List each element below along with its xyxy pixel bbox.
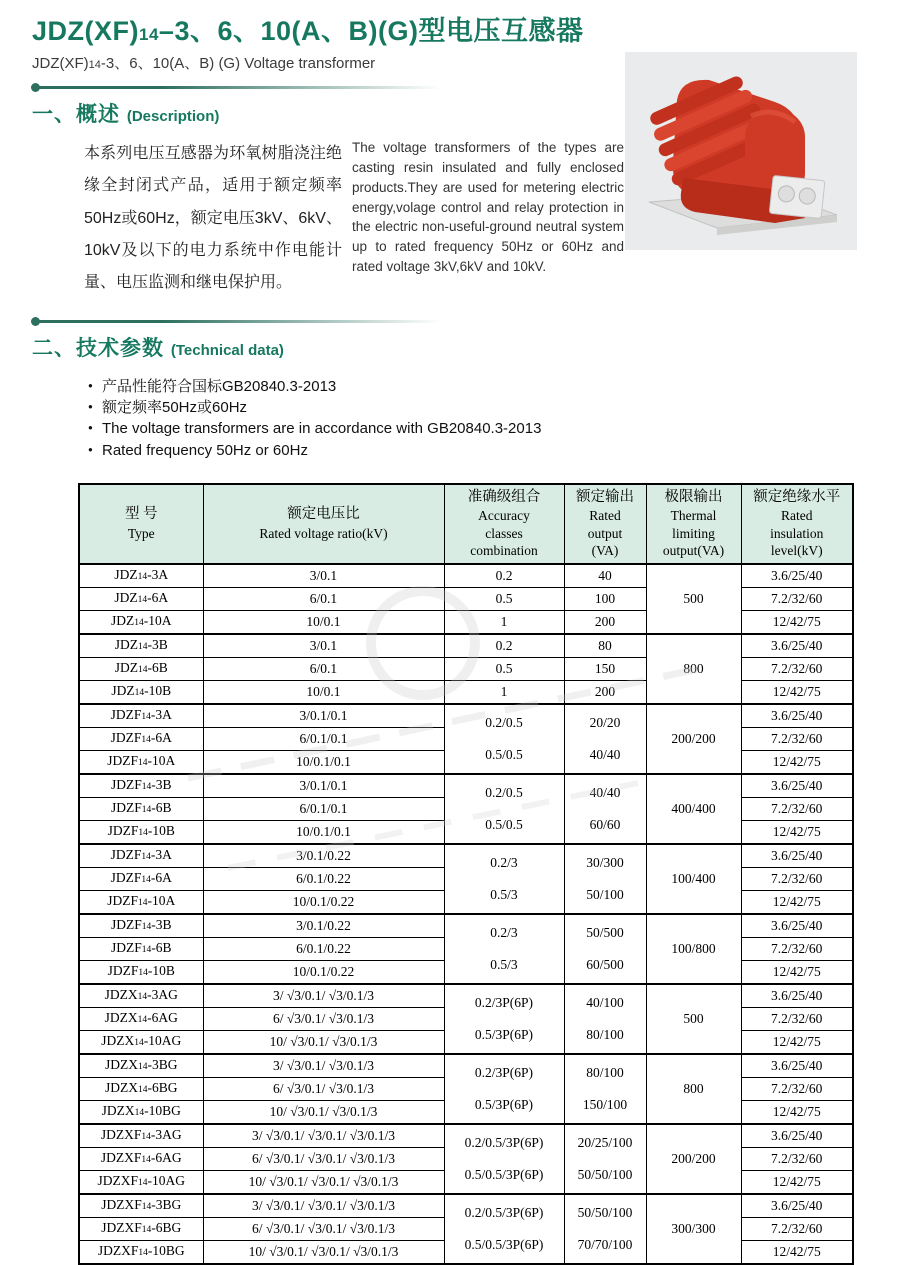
bullet-item: ● The voltage transformers are in accordance with GB20840.3-2013	[88, 418, 868, 439]
cell-insulation: 7.2/32/60	[741, 867, 853, 890]
cell-ratio: 3/0.1	[203, 634, 444, 658]
cell-type: JDZF14-3A	[79, 844, 203, 868]
divider-dot-icon	[31, 83, 40, 92]
cell-ratio: 10/ √3/0.1/ √3/0.1/ √3/0.1/3	[203, 1170, 444, 1194]
bullet-item: ● 额定频率50Hz或60Hz	[88, 397, 868, 418]
spec-table-wrap	[78, 483, 868, 1265]
cell-ratio: 6/ √3/0.1/ √3/0.1/3	[203, 1077, 444, 1100]
cell-output: 40/40 60/60	[564, 774, 646, 844]
cell-insulation: 12/42/75	[741, 1030, 853, 1054]
cell-type: JDZX14-3AG	[79, 984, 203, 1008]
cell-insulation: 7.2/32/60	[741, 1217, 853, 1240]
cell-insulation: 3.6/25/40	[741, 634, 853, 658]
cell-accuracy: 0.5	[444, 587, 564, 610]
column-header: 准确级组合 Accuracy classes combination	[444, 484, 564, 564]
cell-thermal: 300/300	[646, 1194, 741, 1264]
cell-ratio: 6/0.1	[203, 657, 444, 680]
cell-ratio: 6/ √3/0.1/ √3/0.1/ √3/0.1/3	[203, 1147, 444, 1170]
description-english: The voltage transformers of the types are casting resin insulated and fully enclosed products.They are used for metering electric energy,volage control and relay protection in the electric non-useful-ground neutral system up to rated frequency 50Hz or 60Hz and rated voltage 3kV,6kV and 10kV.	[352, 140, 624, 275]
cell-thermal: 800	[646, 1054, 741, 1124]
cell-accuracy: 0.5	[444, 657, 564, 680]
cell-ratio: 3/ √3/0.1/ √3/0.1/3	[203, 984, 444, 1008]
cell-accuracy: 0.2/3P(6P) 0.5/3P(6P)	[444, 984, 564, 1054]
cell-ratio: 6/0.1	[203, 587, 444, 610]
cell-ratio: 3/0.1	[203, 564, 444, 588]
cell-thermal: 500	[646, 984, 741, 1054]
cell-type: JDZF14-10B	[79, 820, 203, 844]
spec-table	[78, 483, 854, 1265]
column-header: 额定输出 Rated output (VA)	[564, 484, 646, 564]
cell-output: 200	[564, 610, 646, 634]
cell-insulation: 12/42/75	[741, 890, 853, 914]
column-header: 型 号 Type	[79, 484, 203, 564]
cell-insulation: 3.6/25/40	[741, 1054, 853, 1078]
cell-thermal: 800	[646, 634, 741, 704]
cell-type: JDZF14-3B	[79, 774, 203, 798]
cell-accuracy: 0.2/3 0.5/3	[444, 844, 564, 914]
table-row	[79, 634, 853, 658]
cell-insulation: 7.2/32/60	[741, 1077, 853, 1100]
cell-type: JDZXF14-10AG	[79, 1170, 203, 1194]
cell-output: 40	[564, 564, 646, 588]
cell-type: JDZF14-3B	[79, 914, 203, 938]
cell-accuracy: 0.2/0.5 0.5/0.5	[444, 774, 564, 844]
section-divider	[32, 320, 462, 323]
cell-ratio: 10/0.1/0.22	[203, 960, 444, 984]
cell-type: JDZ14-3B	[79, 634, 203, 658]
column-header: 极限输出 Thermal limiting output(VA)	[646, 484, 741, 564]
cell-accuracy: 0.2	[444, 634, 564, 658]
cell-type: JDZX14-10AG	[79, 1030, 203, 1054]
cell-insulation: 3.6/25/40	[741, 984, 853, 1008]
section1-heading: 一、概述 (Description)	[32, 103, 220, 127]
cell-type: JDZF14-10A	[79, 890, 203, 914]
cell-ratio: 6/ √3/0.1/ √3/0.1/3	[203, 1007, 444, 1030]
cell-output: 30/300 50/100	[564, 844, 646, 914]
table-row	[79, 774, 853, 798]
cell-type: JDZF14-10A	[79, 750, 203, 774]
cell-accuracy: 1	[444, 610, 564, 634]
cell-ratio: 6/0.1/0.22	[203, 937, 444, 960]
cell-output: 50/50/100 70/70/100	[564, 1194, 646, 1264]
cell-insulation: 3.6/25/40	[741, 844, 853, 868]
cell-ratio: 3/0.1/0.22	[203, 914, 444, 938]
cell-type: JDZF14-6A	[79, 867, 203, 890]
cell-accuracy: 1	[444, 680, 564, 704]
cell-insulation: 7.2/32/60	[741, 1007, 853, 1030]
cell-insulation: 12/42/75	[741, 750, 853, 774]
cell-insulation: 12/42/75	[741, 1170, 853, 1194]
cell-insulation: 12/42/75	[741, 820, 853, 844]
table-row	[79, 844, 853, 868]
cell-ratio: 3/ √3/0.1/ √3/0.1/ √3/0.1/3	[203, 1194, 444, 1218]
cell-ratio: 10/ √3/0.1/ √3/0.1/ √3/0.1/3	[203, 1240, 444, 1264]
cell-output: 200	[564, 680, 646, 704]
cell-thermal: 400/400	[646, 774, 741, 844]
cell-ratio: 3/0.1/0.1	[203, 704, 444, 728]
cell-output: 100	[564, 587, 646, 610]
cell-accuracy: 0.2/0.5/3P(6P) 0.5/0.5/3P(6P)	[444, 1194, 564, 1264]
spec-table-body	[79, 564, 853, 1264]
cell-insulation: 3.6/25/40	[741, 774, 853, 798]
table-row	[79, 1054, 853, 1078]
cell-insulation: 3.6/25/40	[741, 704, 853, 728]
page-subtitle: JDZ(XF)14-3、6、10(A、B) (G) Voltage transformer	[32, 55, 376, 73]
table-row	[79, 914, 853, 938]
cell-type: JDZXF14-3AG	[79, 1124, 203, 1148]
cell-type: JDZX14-3BG	[79, 1054, 203, 1078]
cell-output: 80	[564, 634, 646, 658]
cell-thermal: 100/400	[646, 844, 741, 914]
column-header: 额定绝缘水平 Rated insulation level(kV)	[741, 484, 853, 564]
cell-ratio: 6/ √3/0.1/ √3/0.1/ √3/0.1/3	[203, 1217, 444, 1240]
cell-output: 50/500 60/500	[564, 914, 646, 984]
section2-heading: 二、技术参数 (Technical data)	[32, 336, 284, 360]
cell-insulation: 3.6/25/40	[741, 1194, 853, 1218]
spec-table-header	[79, 484, 853, 564]
table-row	[79, 1194, 853, 1218]
column-header: 额定电压比 Rated voltage ratio(kV)	[203, 484, 444, 564]
cell-ratio: 10/ √3/0.1/ √3/0.1/3	[203, 1030, 444, 1054]
table-row	[79, 564, 853, 588]
cell-type: JDZX14-10BG	[79, 1100, 203, 1124]
cell-ratio: 10/0.1/0.1	[203, 750, 444, 774]
cell-insulation: 12/42/75	[741, 610, 853, 634]
cell-insulation: 7.2/32/60	[741, 587, 853, 610]
voltage-transformer-image	[625, 52, 857, 250]
cell-output: 80/100 150/100	[564, 1054, 646, 1124]
cell-insulation: 12/42/75	[741, 1100, 853, 1124]
cell-insulation: 3.6/25/40	[741, 1124, 853, 1148]
cell-ratio: 6/0.1/0.22	[203, 867, 444, 890]
cell-type: JDZXF14-6BG	[79, 1217, 203, 1240]
divider-dot-icon	[31, 317, 40, 326]
cell-type: JDZXF14-3BG	[79, 1194, 203, 1218]
cell-type: JDZF14-10B	[79, 960, 203, 984]
description-chinese: 本系列电压互感器为环氧树脂浇注绝缘全封闭式产品，适用于额定频率50Hz或60Hz，额定电压3kV、6kV、10kV及以下的电力系统中作电能计量、电压监测和继电保护用。	[84, 145, 342, 292]
cell-ratio: 10/ √3/0.1/ √3/0.1/3	[203, 1100, 444, 1124]
cell-accuracy: 0.2	[444, 564, 564, 588]
section-divider	[32, 86, 462, 89]
product-photo	[625, 52, 857, 250]
cell-type: JDZ14-3A	[79, 564, 203, 588]
cell-insulation: 7.2/32/60	[741, 727, 853, 750]
cell-insulation: 12/42/75	[741, 960, 853, 984]
cell-ratio: 10/0.1	[203, 610, 444, 634]
cell-insulation: 7.2/32/60	[741, 657, 853, 680]
cell-type: JDZXF14-6AG	[79, 1147, 203, 1170]
cell-ratio: 10/0.1	[203, 680, 444, 704]
cell-type: JDZX14-6AG	[79, 1007, 203, 1030]
technical-bullet-list	[88, 376, 868, 461]
cell-output: 40/100 80/100	[564, 984, 646, 1054]
cell-thermal: 500	[646, 564, 741, 634]
cell-ratio: 3/ √3/0.1/ √3/0.1/3	[203, 1054, 444, 1078]
cell-type: JDZF14-6B	[79, 797, 203, 820]
cell-output: 20/20 40/40	[564, 704, 646, 774]
cell-ratio: 10/0.1/0.22	[203, 890, 444, 914]
cell-type: JDZF14-3A	[79, 704, 203, 728]
cell-ratio: 3/0.1/0.22	[203, 844, 444, 868]
table-row	[79, 984, 853, 1008]
cell-type: JDZ14-6A	[79, 587, 203, 610]
cell-insulation: 7.2/32/60	[741, 797, 853, 820]
bullet-item: ● Rated frequency 50Hz or 60Hz	[88, 440, 868, 461]
cell-type: JDZF14-6B	[79, 937, 203, 960]
cell-accuracy: 0.2/0.5/3P(6P) 0.5/0.5/3P(6P)	[444, 1124, 564, 1194]
cell-output: 20/25/100 50/50/100	[564, 1124, 646, 1194]
cell-thermal: 100/800	[646, 914, 741, 984]
cell-ratio: 6/0.1/0.1	[203, 727, 444, 750]
cell-output: 150	[564, 657, 646, 680]
bullet-item: ● 产品性能符合国标GB20840.3-2013	[88, 376, 868, 397]
cell-insulation: 12/42/75	[741, 680, 853, 704]
cell-insulation: 3.6/25/40	[741, 914, 853, 938]
table-row	[79, 1124, 853, 1148]
cell-ratio: 6/0.1/0.1	[203, 797, 444, 820]
cell-accuracy: 0.2/3 0.5/3	[444, 914, 564, 984]
cell-type: JDZ14-6B	[79, 657, 203, 680]
cell-insulation: 3.6/25/40	[741, 564, 853, 588]
cell-type: JDZX14-6BG	[79, 1077, 203, 1100]
cell-type: JDZ14-10B	[79, 680, 203, 704]
cell-thermal: 200/200	[646, 1124, 741, 1194]
cell-accuracy: 0.2/3P(6P) 0.5/3P(6P)	[444, 1054, 564, 1124]
cell-ratio: 3/ √3/0.1/ √3/0.1/ √3/0.1/3	[203, 1124, 444, 1148]
cell-insulation: 12/42/75	[741, 1240, 853, 1264]
cell-type: JDZF14-6A	[79, 727, 203, 750]
cell-thermal: 200/200	[646, 704, 741, 774]
cell-ratio: 10/0.1/0.1	[203, 820, 444, 844]
cell-insulation: 7.2/32/60	[741, 1147, 853, 1170]
cell-insulation: 7.2/32/60	[741, 937, 853, 960]
table-row	[79, 704, 853, 728]
cell-ratio: 3/0.1/0.1	[203, 774, 444, 798]
cell-accuracy: 0.2/0.5 0.5/0.5	[444, 704, 564, 774]
page-title: JDZ(XF)14–3、6、10(A、B)(G)型电压互感器	[32, 16, 584, 46]
cell-type: JDZ14-10A	[79, 610, 203, 634]
cell-type: JDZXF14-10BG	[79, 1240, 203, 1264]
